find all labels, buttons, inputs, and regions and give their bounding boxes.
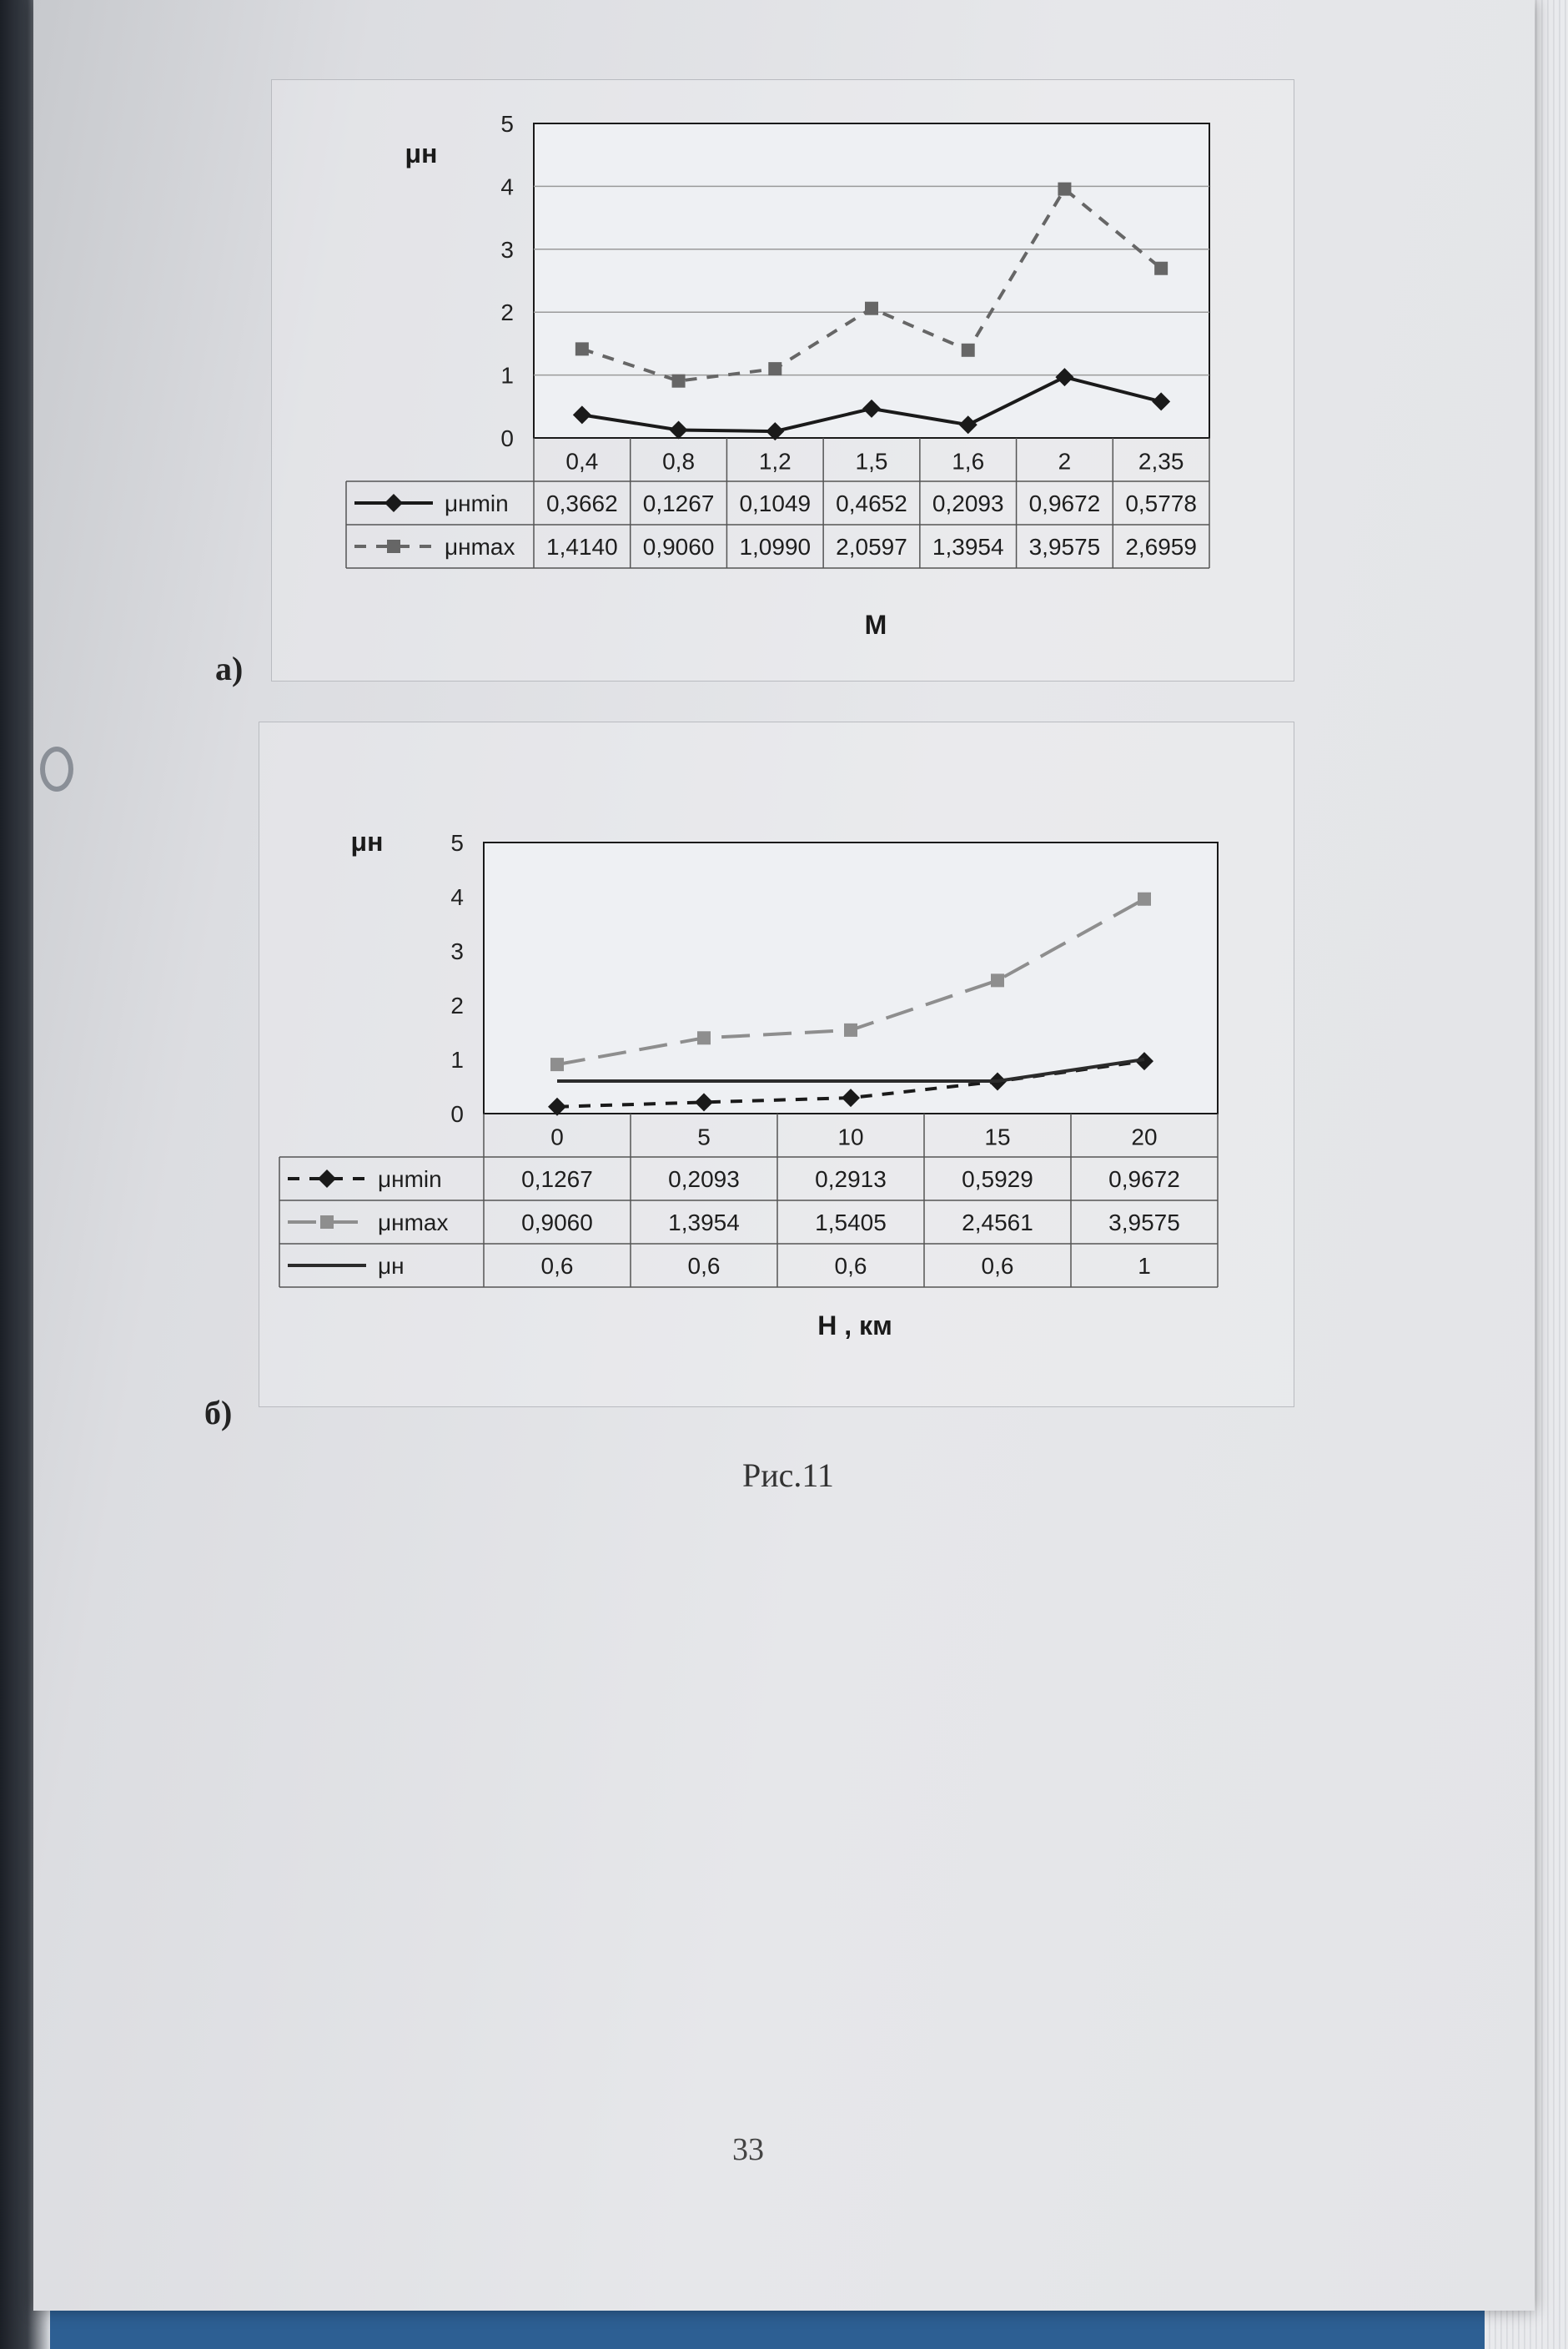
chart-a-y-tick-label: 0 [500,425,514,451]
chart-a-table-cell: 0,1049 [739,490,812,516]
chart-a-x-category-label: 2 [1058,448,1072,475]
chart-b-legend-label: μнmax [378,1210,449,1235]
chart-b-point [550,1058,564,1071]
chart-b-x-category-label: 15 [984,1124,1011,1150]
chart-a-x-category-label: 1,2 [758,448,792,475]
chart-b-y-tick-label: 2 [450,993,464,1019]
chart-b-legend-label: μн [378,1253,405,1279]
chart-b-table-cell: 0,6 [540,1253,574,1279]
chart-a-x-category-label: 1,5 [855,448,888,475]
chart-a-table-cell: 1,3954 [932,534,1004,560]
chart-b-point [844,1024,857,1037]
chart-b-legend-marker [320,1215,334,1229]
chart-a-table-cell: 0,9060 [642,534,715,560]
page-number: 33 [732,2132,764,2167]
chart-a-x-category-label: 0,8 [662,448,696,475]
chart-b-x-category-label: 10 [837,1124,864,1150]
chart-b-x-category-label: 20 [1131,1124,1158,1150]
chart-b-table-cell: 1,5405 [815,1210,887,1235]
chart-a-table-cell: 1,4140 [546,534,618,560]
chart-b-table-cell: 1 [1138,1253,1151,1279]
chart-a-y-tick-label: 5 [500,111,514,137]
chart-a-table-cell: 2,0597 [836,534,907,560]
chart-a-table-cell: 0,5778 [1125,490,1197,516]
chart-b-data-table [279,1114,1218,1287]
chart-a-x-category-label: 1,6 [952,448,985,475]
chart-b-table-cell: 0,1267 [521,1166,593,1192]
chart-a-table-cell: 0,4652 [836,490,907,516]
figure-label-b: б) [204,1394,233,1431]
chart-a-table-cell: 1,0990 [739,534,812,560]
chart-a-x-category-label: 0,4 [565,448,599,475]
chart-b-y-axis-label: μн [350,827,384,857]
chart-a-x-axis-label: M [864,610,887,640]
chart-b-x-axis-label: H , км [817,1310,892,1340]
figure-caption: Рис.11 [742,1456,834,1494]
chart-a-y-tick-label: 1 [500,362,514,389]
chart-a-x-category-label: 2,35 [1138,448,1184,475]
chart-b-table-cell: 0,6 [981,1253,1014,1279]
chart-b-y-tick-label: 4 [450,884,464,910]
chart-b-table-cell: 0,6 [834,1253,867,1279]
chart-b-legend-marker [318,1169,336,1188]
chart-b-point [1138,893,1151,906]
chart-b-x-category-label: 0 [550,1124,564,1150]
document-page [33,0,1535,2311]
chart-b-table-cell: 0,5929 [962,1166,1033,1192]
chart-a-legend-label: μнmin [445,490,509,516]
chart-b-table-cell: 0,9672 [1108,1166,1180,1192]
figure-label-a: а) [215,650,244,687]
chart-b-table-cell: 0,6 [687,1253,721,1279]
chart-a-y-tick-label: 3 [500,236,514,263]
chart-b-y-tick-label: 0 [450,1101,464,1127]
chart-a-table-cell: 0,9672 [1028,490,1101,516]
chart-b-table-cell: 0,2093 [668,1166,740,1192]
chart-a-table-cell: 0,2093 [932,490,1004,516]
chart-b-point [991,973,1004,987]
chart-b-y-tick-label: 3 [450,938,464,964]
chart-a-y-tick-label: 2 [500,299,514,326]
chart-b-y-tick-label: 1 [450,1047,464,1073]
chart-b-legend-label: μнmin [378,1166,442,1192]
chart-b-table-cell: 3,9575 [1108,1210,1180,1235]
chart-a-y-axis-label: μн [405,138,438,169]
chart-b-y-tick-label: 5 [450,830,464,856]
chart-a-legend-label: μнmax [445,534,515,560]
chart-a-table-cell: 0,3662 [546,490,618,516]
chart-b-table-cell: 0,9060 [521,1210,593,1235]
chart-b-table-cell: 1,3954 [668,1210,740,1235]
chart-b-table-cell: 2,4561 [962,1210,1033,1235]
chart-b-x-category-label: 5 [697,1124,711,1150]
chart-b-table-cell: 0,2913 [815,1166,887,1192]
chart-b-point [697,1031,711,1044]
chart-a-table-cell: 2,6959 [1125,534,1197,560]
chart-b [33,0,1568,2311]
chart-a-y-tick-label: 4 [500,174,514,200]
chart-a-table-cell: 3,9575 [1028,534,1101,560]
chart-a-table-cell: 0,1267 [642,490,715,516]
chart-b-plot-area [484,843,1218,1114]
